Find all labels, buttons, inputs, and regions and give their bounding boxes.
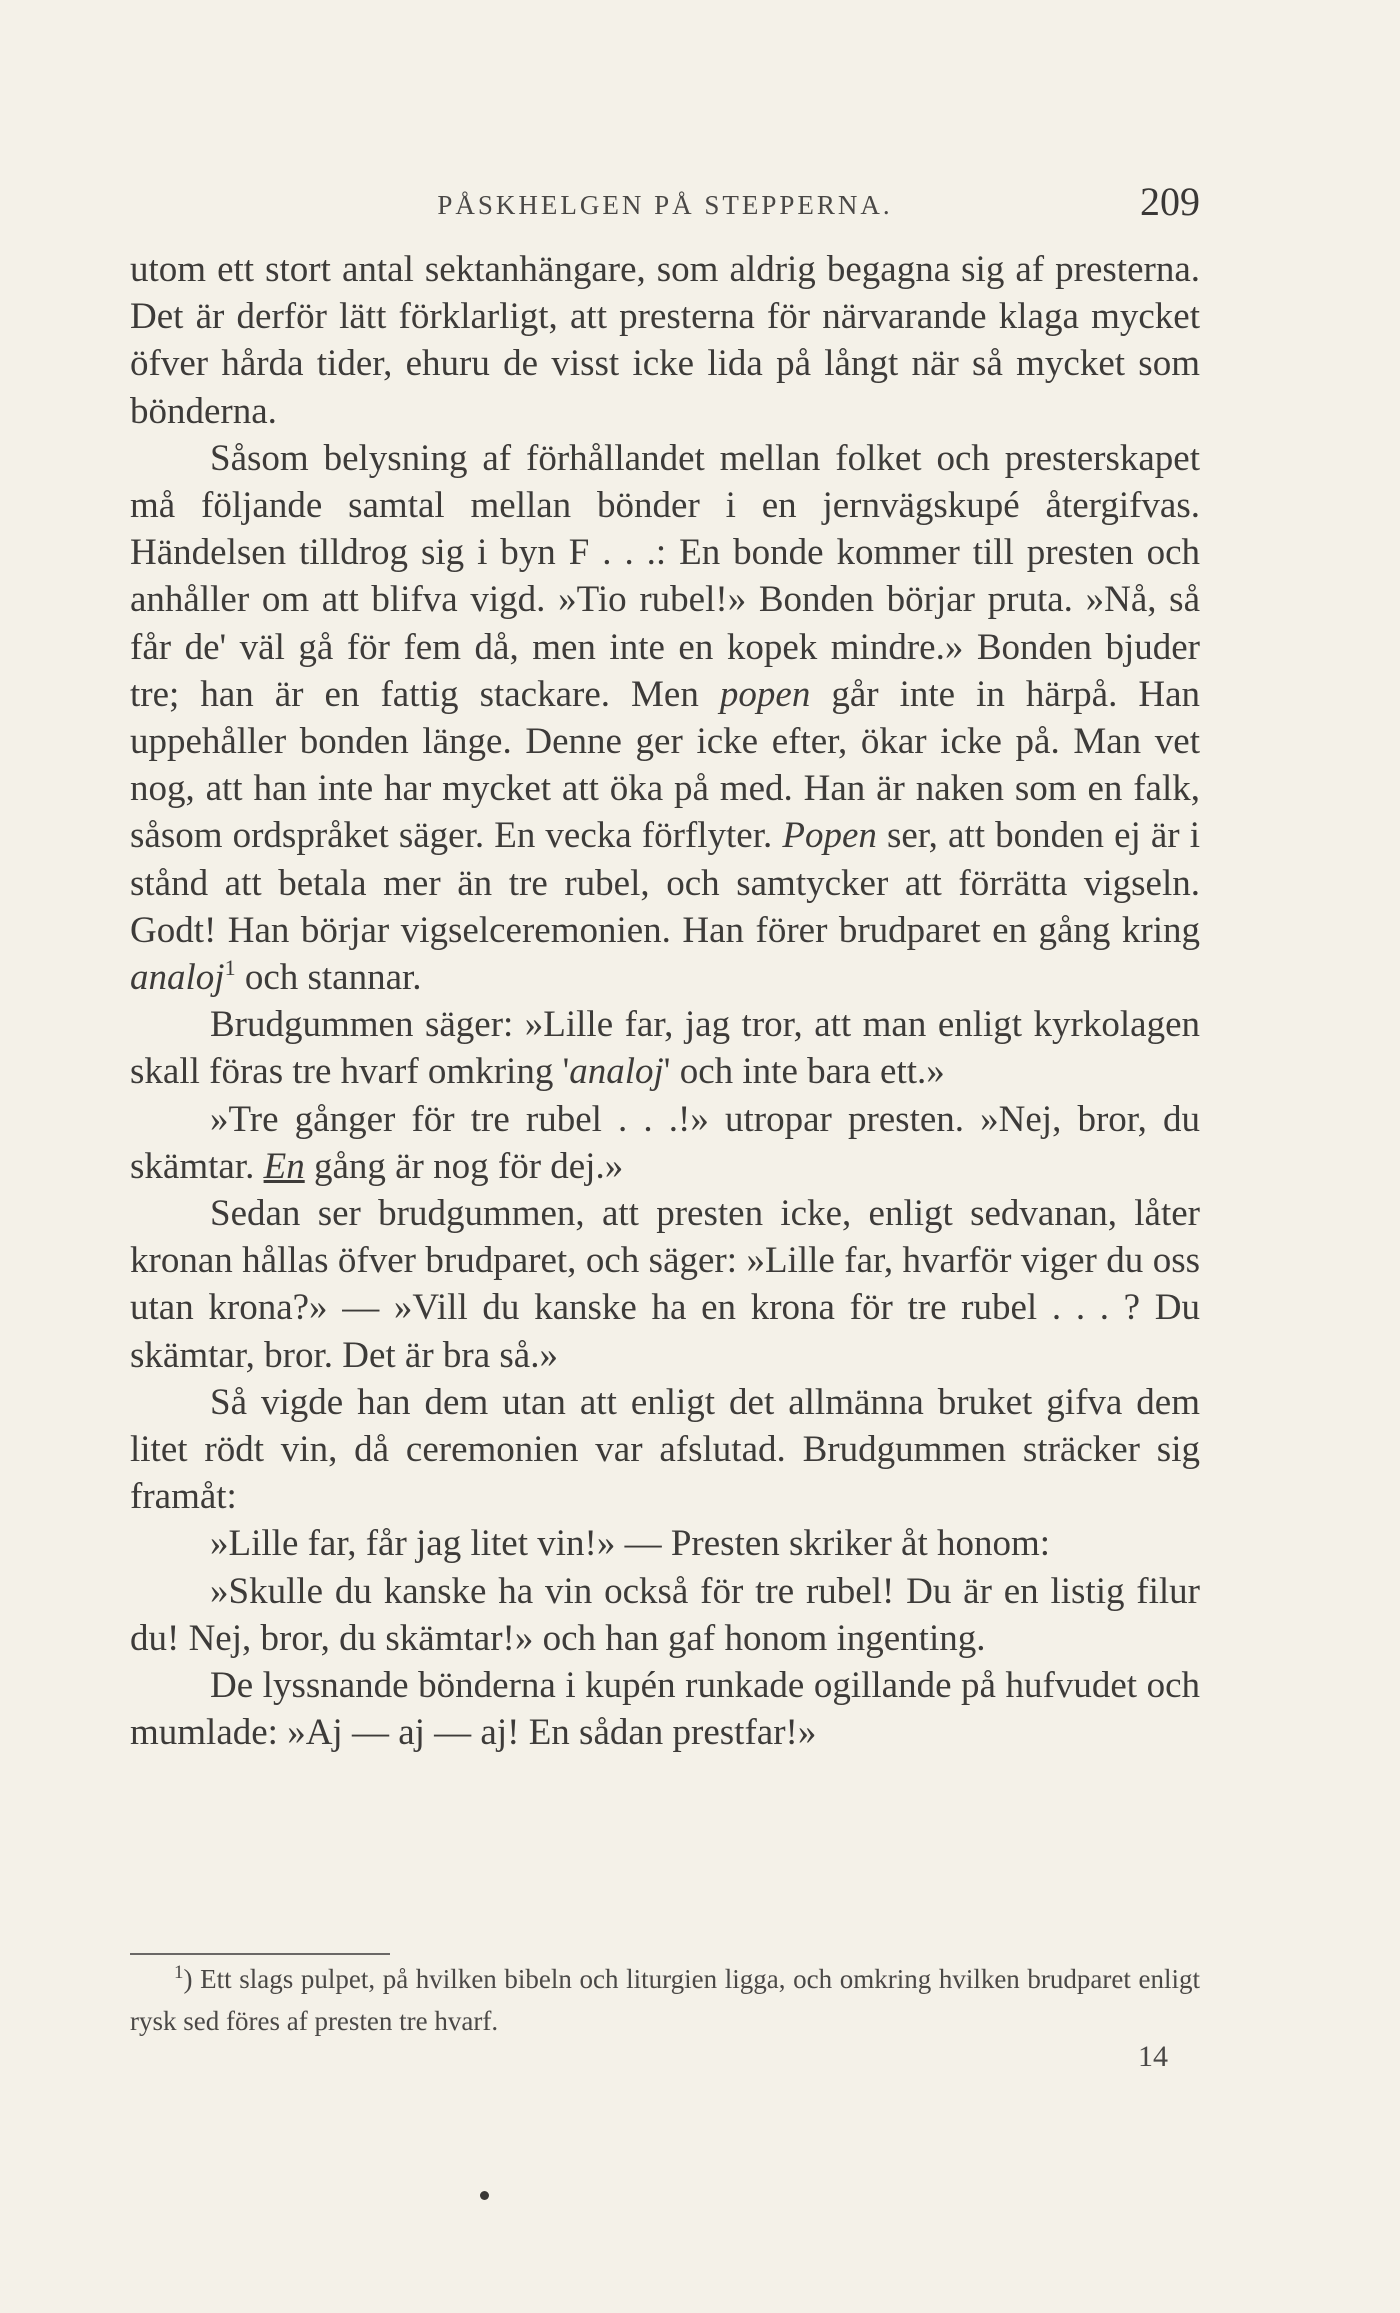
signature-mark: 14 bbox=[1138, 2040, 1168, 2073]
paper-speck bbox=[480, 2191, 489, 2200]
paragraph-text: Såsom belysning af förhållandet mellan folket och presterskapet må följande samtal mellan bönder i en jernvägskupé återgifvas. Händelsen tilldrog sig i byn F . . .: En bonde kommer till presten och anhåller om att blifva vigd. »Tio rubel!» Bonden börjar pruta. »Nå, så får de' väl gå för fem då, men inte en kopek mindre.» Bonden bjuder tre; han är en fattig stackare. Men bbox=[130, 437, 1200, 715]
paragraph bbox=[130, 1096, 1200, 1190]
paragraph-text: går inte in härpå. Han uppehåller bonden länge. Denne ger icke efter, ökar icke på. Man vet nog, att han inte har mycket att öka på med. Han är naken som en falk, såsom ordspråket säger. En vecka förflyter. bbox=[130, 673, 1201, 857]
footnote-mark: 1 bbox=[174, 1962, 184, 1983]
paragraph bbox=[130, 1568, 1200, 1662]
paragraph bbox=[130, 1662, 1200, 1756]
paragraph-text: Brudgummen säger: »Lille far, jag tror, att man enligt kyrkolagen skall föras tre hvarf omkring ' bbox=[130, 1004, 1200, 1093]
paragraph bbox=[130, 1190, 1200, 1379]
paragraph-text: ' och inte bara ett.» bbox=[663, 1051, 945, 1093]
italic-word-analoj: analoj bbox=[569, 1051, 664, 1093]
running-title: PÅSKHELGEN PÅ STEPPERNA. bbox=[437, 190, 893, 220]
paragraph-text: »Lille far, får jag litet vin!» — Presten skriker åt honom: bbox=[210, 1523, 1051, 1565]
page-number: 209 bbox=[1140, 179, 1200, 224]
italic-word-analoj: analoj bbox=[130, 957, 225, 999]
paragraph bbox=[130, 1001, 1200, 1095]
footnote-rule bbox=[130, 1953, 390, 1955]
paragraph-text: och stannar. bbox=[244, 957, 422, 999]
page-header bbox=[130, 178, 1200, 228]
paragraph-text: ser, att bonden ej är i stånd att betala mer än tre rubel, och samtycker att förrätta vigseln. Godt! Han börjar vigselceremonien. Han förer brudparet en gång kring bbox=[130, 815, 1200, 951]
paragraph-text: De lyssnande bönderna i kupén runkade ogillande på hufvudet och mumlade: »Aj — aj — aj! En sådan prestfar!» bbox=[130, 1665, 1200, 1754]
footnote bbox=[130, 1958, 1200, 2042]
footnote-text: ) Ett slags pulpet, på hvilken bibeln och liturgien ligga, och omkring hvilken brudparet enligt rysk sed föres af presten tre hvarf. bbox=[130, 1964, 1200, 2036]
italic-word-popen: Popen bbox=[782, 815, 877, 857]
paragraph-text: Så vigde han dem utan att enligt det allmänna bruket gifva dem litet rödt vin, då ceremonien var afslutad. Brudgummen sträcker sig framåt: bbox=[130, 1381, 1200, 1518]
italic-word-popen: popen bbox=[719, 673, 811, 715]
paragraph bbox=[130, 1520, 1200, 1567]
body-text bbox=[130, 246, 1200, 1757]
paragraph-text: »Tre gånger för tre rubel . . .!» utropar presten. »Nej, bror, du skämtar. bbox=[130, 1098, 1200, 1187]
paragraph-text: gång är nog för dej.» bbox=[313, 1145, 624, 1187]
paragraph-text: Sedan ser brudgummen, att presten icke, enligt sedvanan, låter kronan hållas öfver brudparet, och säger: »Lille far, hvarför viger du oss utan krona?» — »Vill du kanske ha en krona för tre rubel . . . ? Du skämtar, bror. Det är bra så.» bbox=[130, 1193, 1200, 1376]
paragraph bbox=[130, 435, 1200, 1001]
paragraph-text: »Skulle du kanske ha vin också för tre rubel! Du är en listig filur du! Nej, bror, du skämtar!» och han gaf honom ingenting. bbox=[130, 1570, 1200, 1659]
paragraph-text: utom ett stort antal sektanhängare, som aldrig begagna sig af presterna. Det är derför lätt förklarligt, att presterna för närvarande klaga mycket öfver hårda tider, ehuru de visst icke lida på långt när så mycket som bönderna. bbox=[130, 249, 1200, 432]
italic-word-en: En bbox=[263, 1145, 305, 1187]
footnote-reference: 1 bbox=[224, 955, 236, 981]
paragraph bbox=[130, 1379, 1200, 1521]
paragraph bbox=[130, 246, 1200, 435]
